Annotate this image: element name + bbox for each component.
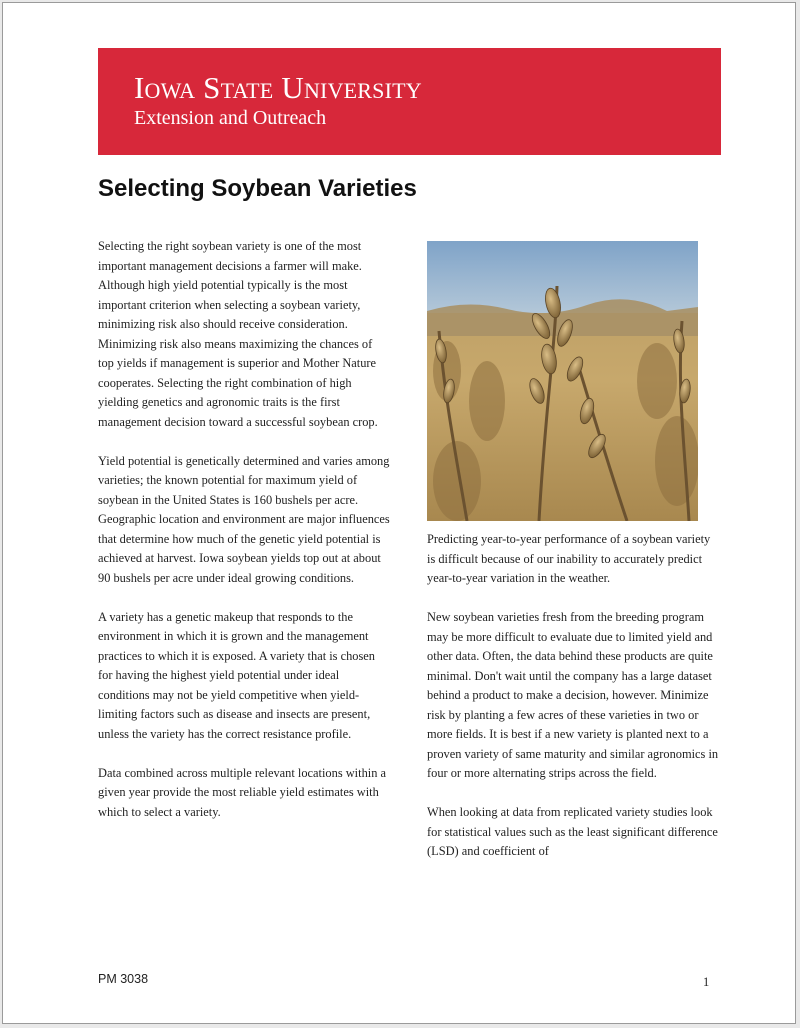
left-column <box>98 237 390 842</box>
publication-code: PM 3038 <box>98 972 149 986</box>
soybean-field-image <box>427 241 698 521</box>
paragraph: A variety has a genetic makeup that responds to the environment in which it is grown and the management practices to which it is exposed. A variety that is chosen for having the highest yield potential under ideal conditions may not be yield competitive when yield-limiting factors such as disease and insects are present, unless the variety has the correct resistance profile. <box>98 609 376 741</box>
paragraph: Data combined across multiple relevant locations within a given year provide the most reliable yield estimates with which to select a variety. <box>98 765 386 819</box>
paragraph: Selecting the right soybean variety is one of the most important management decisions a farmer will make. Although high yield potential typically is the most important criterion when selecting a soybean variety, minimizing risk also should receive consideration. Minimizing risk also means maximizing the chances of top yields if management is superior and Mother Nature cooperates. Selecting the right combination of high yielding genetics and agronomic traits is the first management decision toward a successful soybean crop. <box>98 239 378 429</box>
page-number: 1 <box>703 975 710 989</box>
soybean-photo <box>427 241 698 521</box>
right-column <box>427 530 719 881</box>
page-title: Selecting Soybean Varieties <box>98 175 417 202</box>
university-banner <box>98 48 721 155</box>
extension-subtitle: Extension and Outreach <box>134 107 327 129</box>
university-wordmark: Iowa State University <box>134 70 422 105</box>
paragraph: When looking at data from replicated variety studies look for statistical values such as the least significant difference (LSD) and coefficient of <box>427 805 718 858</box>
document-page <box>2 2 796 1024</box>
paragraph: Yield potential is genetically determined and varies among varieties; the known potential for maximum yield of soybean in the United States is 160 bushels per acre. Geographic location and environment are major influences that determine how much of the genetic yield potential is achieved at harvest. Iowa soybean yields top out at about 90 bushels per acre under ideal growing conditions. <box>98 453 390 585</box>
paragraph: Predicting year-to-year performance of a soybean variety is difficult because of our inability to accurately predict year-to-year variation in the weather. <box>427 532 711 585</box>
paragraph: New soybean varieties fresh from the breeding program may be more difficult to evaluate due to limited yield and other data. Often, the data behind these products are quite minimal. Don't wait until the company has a large dataset behind a product to make a decision, however. Minimize risk by planting a few acres of these varieties in two or more fields. It is best if a new variety is planted next to a proven variety of same maturity and similar agronomics in four or more alternating strips across the field. <box>427 610 719 780</box>
